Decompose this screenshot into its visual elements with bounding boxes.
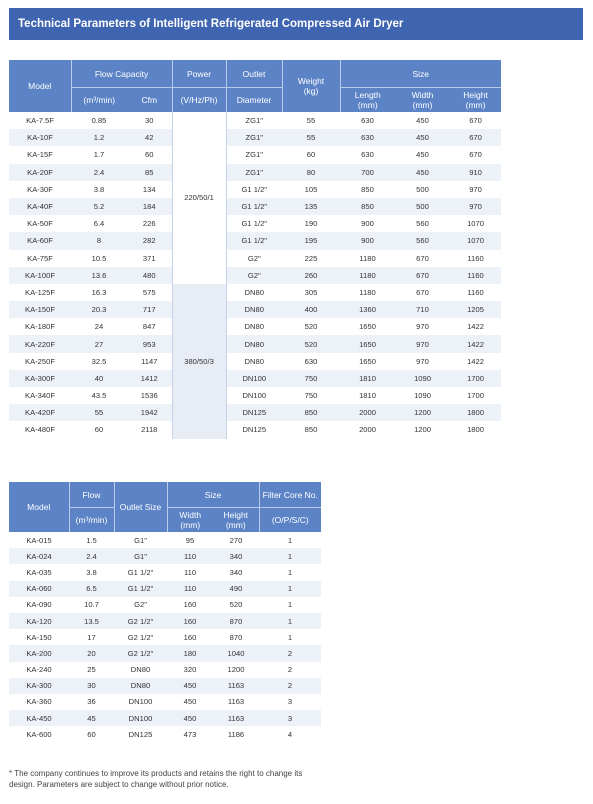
cell-height: 1700 (450, 370, 501, 387)
cell-model: KA-200 (9, 645, 69, 661)
cell-height: 1160 (450, 284, 501, 301)
cell-height: 1070 (450, 215, 501, 232)
cell-height: 670 (450, 129, 501, 146)
table-row (9, 421, 501, 438)
cell-length: 900 (340, 232, 395, 249)
cell-weight: 400 (282, 301, 340, 318)
cell-length: 900 (340, 215, 395, 232)
cell-height: 340 (213, 548, 259, 564)
cell-model: KA-420F (9, 404, 71, 421)
cell-length: 850 (340, 198, 395, 215)
cell-outlet: G2" (226, 267, 282, 284)
table-row (9, 335, 501, 352)
cell-filter-core: 1 (259, 597, 321, 613)
cell-model: KA-150 (9, 629, 69, 645)
cell-flow-m3: 2.4 (71, 164, 127, 181)
col2-outlet-size: Outlet Size (114, 482, 167, 532)
cell-outlet: ZG1" (226, 129, 282, 146)
col2-filter-sub: (O/P/S/C) (259, 508, 321, 533)
cell-height: 340 (213, 564, 259, 580)
table-row (9, 564, 321, 580)
cell-weight: 520 (282, 335, 340, 352)
cell-height: 1040 (213, 645, 259, 661)
cell-model: KA-360 (9, 694, 69, 710)
cell-length: 1650 (340, 353, 395, 370)
cell-outlet-size: G2" (114, 597, 167, 613)
cell-width: 450 (395, 146, 450, 163)
cell-filter-core: 3 (259, 694, 321, 710)
cell-weight: 750 (282, 370, 340, 387)
disclaimer-note: * The company continues to improve its products and retains the right to change its design. Parameters are subject to change without prior notice. (9, 769, 303, 789)
cell-flow-m3: 8 (71, 232, 127, 249)
cell-length: 2000 (340, 404, 395, 421)
col-outlet: Outlet (226, 60, 282, 88)
table-row (9, 629, 321, 645)
col-outlet-diameter: Diameter (226, 88, 282, 113)
cell-flow-cfm: 575 (127, 284, 172, 301)
cell-outlet: G1 1/2" (226, 181, 282, 198)
col2-height: Height (mm) (213, 508, 259, 533)
cell-outlet-size: G2 1/2" (114, 645, 167, 661)
cell-weight: 850 (282, 404, 340, 421)
table-row (9, 232, 501, 249)
cell-outlet: ZG1" (226, 146, 282, 163)
cell-model: KA-340F (9, 387, 71, 404)
cell-width: 160 (167, 629, 213, 645)
cell-height: 970 (450, 198, 501, 215)
cell-weight: 195 (282, 232, 340, 249)
cell-flow-cfm: 1942 (127, 404, 172, 421)
cell-outlet-size: G1" (114, 532, 167, 548)
cell-flow-m3: 10.5 (71, 250, 127, 267)
col-model: Model (9, 60, 71, 112)
cell-weight: 55 (282, 129, 340, 146)
table-row (9, 215, 501, 232)
cell-width: 160 (167, 597, 213, 613)
cell-flow-m3: 13.6 (71, 267, 127, 284)
cell-model: KA-100F (9, 267, 71, 284)
cell-width: 473 (167, 726, 213, 742)
cell-width: 180 (167, 645, 213, 661)
col2-filter-core: Filter Core No. (259, 482, 321, 508)
cell-weight: 260 (282, 267, 340, 284)
cell-model: KA-600 (9, 726, 69, 742)
table-row (9, 694, 321, 710)
cell-weight: 80 (282, 164, 340, 181)
col-flow-cfm: Cfm (127, 88, 172, 113)
cell-flow-m3: 27 (71, 335, 127, 352)
cell-width: 110 (167, 564, 213, 580)
cell-flow-m3: 16.3 (71, 284, 127, 301)
cell-model: KA-20F (9, 164, 71, 181)
cell-model: KA-150F (9, 301, 71, 318)
table-row (9, 284, 501, 301)
refrigerated-dryer-spec-table (9, 60, 501, 439)
cell-height: 1205 (450, 301, 501, 318)
cell-length: 850 (340, 181, 395, 198)
cell-flow-cfm: 480 (127, 267, 172, 284)
cell-width: 450 (167, 694, 213, 710)
cell-model: KA-50F (9, 215, 71, 232)
table-row (9, 678, 321, 694)
cell-outlet-size: G1 1/2" (114, 564, 167, 580)
cell-outlet-size: DN80 (114, 678, 167, 694)
cell-outlet-size: DN125 (114, 726, 167, 742)
col-flow-m3: (m³/min) (71, 88, 127, 113)
cell-flow-cfm: 85 (127, 164, 172, 181)
cell-flow: 25 (69, 662, 114, 678)
table-row (9, 267, 501, 284)
cell-flow-cfm: 847 (127, 318, 172, 335)
cell-flow-cfm: 953 (127, 335, 172, 352)
cell-width: 970 (395, 335, 450, 352)
cell-height: 670 (450, 146, 501, 163)
cell-width: 1090 (395, 370, 450, 387)
cell-outlet-size: DN100 (114, 694, 167, 710)
cell-height: 490 (213, 581, 259, 597)
cell-height: 1163 (213, 710, 259, 726)
cell-height: 1186 (213, 726, 259, 742)
cell-model: KA-480F (9, 421, 71, 438)
cell-length: 1650 (340, 318, 395, 335)
table-row (9, 597, 321, 613)
cell-flow: 3.8 (69, 564, 114, 580)
cell-length: 630 (340, 129, 395, 146)
cell-width: 1200 (395, 404, 450, 421)
cell-flow-m3: 6.4 (71, 215, 127, 232)
cell-outlet: DN80 (226, 301, 282, 318)
cell-width: 450 (395, 129, 450, 146)
cell-flow-cfm: 134 (127, 181, 172, 198)
cell-outlet: DN80 (226, 353, 282, 370)
cell-flow-cfm: 371 (127, 250, 172, 267)
cell-flow-cfm: 2118 (127, 421, 172, 438)
cell-flow-m3: 1.7 (71, 146, 127, 163)
table-row (9, 662, 321, 678)
cell-flow-cfm: 30 (127, 112, 172, 129)
cell-width: 450 (395, 112, 450, 129)
cell-height: 1163 (213, 694, 259, 710)
cell-power-group: 220/50/1 (172, 112, 226, 284)
cell-flow-m3: 20.3 (71, 301, 127, 318)
cell-flow: 60 (69, 726, 114, 742)
cell-outlet: G1 1/2" (226, 198, 282, 215)
cell-height: 520 (213, 597, 259, 613)
table-row (9, 548, 321, 564)
cell-filter-core: 4 (259, 726, 321, 742)
table-row (9, 645, 321, 661)
table-row (9, 710, 321, 726)
table-row (9, 164, 501, 181)
cell-flow-cfm: 717 (127, 301, 172, 318)
table-row (9, 404, 501, 421)
cell-width: 110 (167, 548, 213, 564)
cell-flow: 10.7 (69, 597, 114, 613)
col2-flow: Flow (69, 482, 114, 508)
cell-width: 560 (395, 215, 450, 232)
cell-filter-core: 1 (259, 532, 321, 548)
cell-outlet-size: G2 1/2" (114, 629, 167, 645)
cell-model: KA-090 (9, 597, 69, 613)
table-row (9, 112, 501, 129)
cell-height: 1200 (213, 662, 259, 678)
table-row (9, 181, 501, 198)
table-row (9, 370, 501, 387)
col-size: Size (340, 60, 501, 88)
cell-width: 450 (395, 164, 450, 181)
cell-width: 95 (167, 532, 213, 548)
table-row (9, 726, 321, 742)
cell-height: 1422 (450, 318, 501, 335)
cell-flow-m3: 55 (71, 404, 127, 421)
cell-flow: 30 (69, 678, 114, 694)
col-power: Power (172, 60, 226, 88)
cell-outlet: DN100 (226, 387, 282, 404)
cell-width: 110 (167, 581, 213, 597)
cell-filter-core: 2 (259, 662, 321, 678)
table-row (9, 353, 501, 370)
cell-model: KA-035 (9, 564, 69, 580)
cell-outlet: G1 1/2" (226, 232, 282, 249)
cell-width: 670 (395, 267, 450, 284)
cell-model: KA-300 (9, 678, 69, 694)
table-row (9, 532, 321, 548)
cell-model: KA-15F (9, 146, 71, 163)
cell-height: 1070 (450, 232, 501, 249)
cell-flow: 13.5 (69, 613, 114, 629)
cell-model: KA-240 (9, 662, 69, 678)
col-length: Length (mm) (340, 88, 395, 113)
cell-flow-m3: 60 (71, 421, 127, 438)
cell-outlet-size: G2 1/2" (114, 613, 167, 629)
cell-flow: 17 (69, 629, 114, 645)
cell-length: 630 (340, 146, 395, 163)
cell-flow-m3: 32.5 (71, 353, 127, 370)
cell-flow-m3: 1.2 (71, 129, 127, 146)
cell-weight: 225 (282, 250, 340, 267)
cell-flow-m3: 40 (71, 370, 127, 387)
col2-width: Width (mm) (167, 508, 213, 533)
cell-outlet: G2" (226, 250, 282, 267)
filter-spec-table (9, 482, 321, 742)
cell-outlet-size: G1 1/2" (114, 581, 167, 597)
cell-outlet-size: DN80 (114, 662, 167, 678)
col-weight: Weight (kg) (282, 60, 340, 112)
cell-length: 1810 (340, 370, 395, 387)
cell-height: 870 (213, 613, 259, 629)
cell-flow-cfm: 1412 (127, 370, 172, 387)
cell-weight: 520 (282, 318, 340, 335)
cell-flow-m3: 0.85 (71, 112, 127, 129)
cell-model: KA-180F (9, 318, 71, 335)
cell-filter-core: 2 (259, 678, 321, 694)
cell-width: 160 (167, 613, 213, 629)
cell-filter-core: 1 (259, 564, 321, 580)
cell-height: 1700 (450, 387, 501, 404)
cell-model: KA-60F (9, 232, 71, 249)
cell-filter-core: 1 (259, 581, 321, 597)
cell-height: 1800 (450, 404, 501, 421)
cell-model: KA-024 (9, 548, 69, 564)
col2-size: Size (167, 482, 259, 508)
cell-width: 1200 (395, 421, 450, 438)
cell-width: 1090 (395, 387, 450, 404)
cell-height: 870 (213, 629, 259, 645)
table-row (9, 198, 501, 215)
cell-filter-core: 1 (259, 548, 321, 564)
cell-length: 700 (340, 164, 395, 181)
cell-flow-cfm: 42 (127, 129, 172, 146)
cell-length: 1180 (340, 250, 395, 267)
cell-height: 1422 (450, 335, 501, 352)
col-flow-capacity: Flow Capacity (71, 60, 172, 88)
cell-width: 970 (395, 318, 450, 335)
cell-flow: 2.4 (69, 548, 114, 564)
cell-flow-cfm: 1536 (127, 387, 172, 404)
col2-model: Model (9, 482, 69, 532)
cell-width: 560 (395, 232, 450, 249)
cell-weight: 750 (282, 387, 340, 404)
cell-outlet: DN80 (226, 318, 282, 335)
cell-width: 320 (167, 662, 213, 678)
cell-height: 970 (450, 181, 501, 198)
cell-model: KA-40F (9, 198, 71, 215)
cell-flow-cfm: 226 (127, 215, 172, 232)
cell-power-group: 380/50/3 (172, 284, 226, 439)
page-title: Technical Parameters of Intelligent Refrigerated Compressed Air Dryer (18, 18, 404, 30)
cell-width: 450 (167, 710, 213, 726)
cell-length: 1180 (340, 284, 395, 301)
cell-model: KA-10F (9, 129, 71, 146)
cell-flow-cfm: 60 (127, 146, 172, 163)
table-row (9, 301, 501, 318)
cell-model: KA-7.5F (9, 112, 71, 129)
cell-model: KA-125F (9, 284, 71, 301)
cell-height: 270 (213, 532, 259, 548)
cell-outlet: G1 1/2" (226, 215, 282, 232)
cell-outlet: ZG1" (226, 112, 282, 129)
cell-flow-m3: 3.8 (71, 181, 127, 198)
cell-height: 670 (450, 112, 501, 129)
cell-width: 500 (395, 198, 450, 215)
table-row (9, 581, 321, 597)
cell-flow: 6.5 (69, 581, 114, 597)
cell-weight: 190 (282, 215, 340, 232)
cell-flow-m3: 24 (71, 318, 127, 335)
cell-length: 1810 (340, 387, 395, 404)
table-row (9, 613, 321, 629)
cell-filter-core: 3 (259, 710, 321, 726)
cell-flow: 36 (69, 694, 114, 710)
cell-weight: 105 (282, 181, 340, 198)
table-row (9, 318, 501, 335)
cell-model: KA-450 (9, 710, 69, 726)
col-width: Width (mm) (395, 88, 450, 113)
table-row (9, 387, 501, 404)
cell-weight: 305 (282, 284, 340, 301)
page-title-banner (9, 8, 583, 40)
cell-length: 1180 (340, 267, 395, 284)
cell-filter-core: 2 (259, 645, 321, 661)
cell-length: 1360 (340, 301, 395, 318)
col-power-unit: (V/Hz/Ph) (172, 88, 226, 113)
cell-model: KA-120 (9, 613, 69, 629)
cell-flow: 1.5 (69, 532, 114, 548)
cell-weight: 630 (282, 353, 340, 370)
cell-height: 1800 (450, 421, 501, 438)
cell-outlet: DN125 (226, 421, 282, 438)
cell-filter-core: 1 (259, 613, 321, 629)
cell-outlet: DN125 (226, 404, 282, 421)
cell-height: 1160 (450, 267, 501, 284)
cell-model: KA-30F (9, 181, 71, 198)
cell-model: KA-015 (9, 532, 69, 548)
cell-height: 1163 (213, 678, 259, 694)
cell-outlet: DN100 (226, 370, 282, 387)
cell-weight: 135 (282, 198, 340, 215)
cell-flow: 45 (69, 710, 114, 726)
cell-weight: 55 (282, 112, 340, 129)
cell-height: 910 (450, 164, 501, 181)
cell-outlet: DN80 (226, 284, 282, 301)
cell-flow-cfm: 1147 (127, 353, 172, 370)
cell-filter-core: 1 (259, 629, 321, 645)
cell-model: KA-300F (9, 370, 71, 387)
cell-weight: 850 (282, 421, 340, 438)
cell-outlet-size: DN100 (114, 710, 167, 726)
cell-outlet-size: G1" (114, 548, 167, 564)
col2-flow-unit: (m³/min) (69, 508, 114, 533)
cell-length: 630 (340, 112, 395, 129)
cell-model: KA-75F (9, 250, 71, 267)
cell-flow-m3: 43.5 (71, 387, 127, 404)
cell-width: 500 (395, 181, 450, 198)
cell-length: 1650 (340, 335, 395, 352)
table-row (9, 146, 501, 163)
cell-width: 450 (167, 678, 213, 694)
cell-width: 710 (395, 301, 450, 318)
cell-model: KA-250F (9, 353, 71, 370)
cell-height: 1422 (450, 353, 501, 370)
cell-flow-cfm: 184 (127, 198, 172, 215)
cell-model: KA-060 (9, 581, 69, 597)
col-height: Height (mm) (450, 88, 501, 113)
cell-flow: 20 (69, 645, 114, 661)
table-row (9, 129, 501, 146)
cell-weight: 60 (282, 146, 340, 163)
cell-width: 970 (395, 353, 450, 370)
cell-model: KA-220F (9, 335, 71, 352)
cell-outlet: DN80 (226, 335, 282, 352)
cell-width: 670 (395, 250, 450, 267)
cell-flow-m3: 5.2 (71, 198, 127, 215)
cell-width: 670 (395, 284, 450, 301)
cell-length: 2000 (340, 421, 395, 438)
cell-height: 1160 (450, 250, 501, 267)
table-row (9, 250, 501, 267)
cell-outlet: ZG1" (226, 164, 282, 181)
cell-flow-cfm: 282 (127, 232, 172, 249)
